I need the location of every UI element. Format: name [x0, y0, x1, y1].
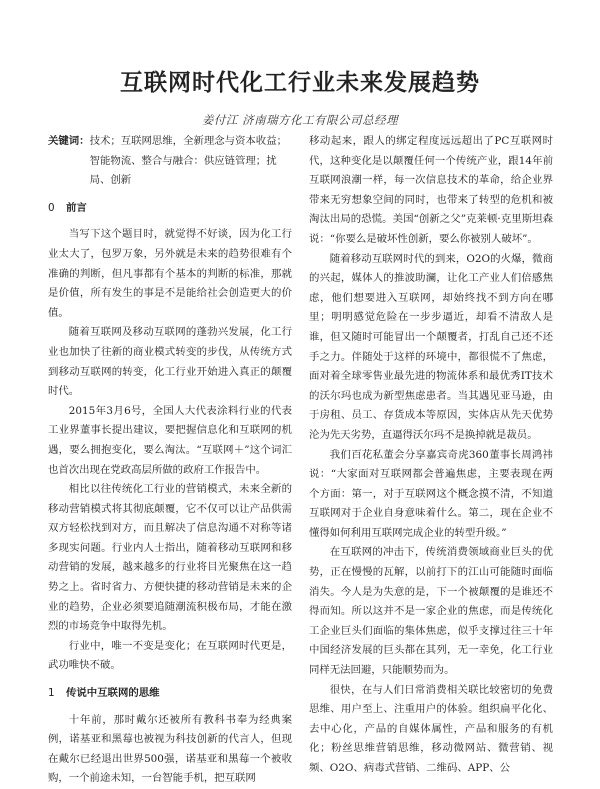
paragraph: 行业中，唯一不变是变化；在互联网时代更是，武功唯快不破。 — [48, 639, 292, 672]
section-title: 前言 — [66, 201, 87, 214]
paragraph: 2015年3月6号，全国人大代表涂料行业的代表工业界董事长提出建议，要把握信息化和互联网的机遇，要么拥抱变化，要么淘汰。“互联网＋”这个词汇也首次出现在党政高层所做的政府工作报告中。 — [48, 404, 292, 476]
section-number: 1 — [48, 687, 55, 700]
paragraph: 当写下这个题目时，就觉得不好谈，因为化工行业太大了，包罗万象，另外就是未来的趋势很难有个准确的判断，但凡事都有个基本的判断的标准，那就是价值，所有发生的事是不是能给社会创造更大的价值。 — [48, 228, 292, 319]
keywords-label: 关键词： — [48, 135, 90, 147]
paragraph: 相比以往传统化工行业的营销模式，未来全新的移动营销模式将其彻底颠覆，它不仅可以让产品供需双方轻松找到对方，而且解决了信息沟通不对称等诸多现实问题。行业内人士指出，随着移动互联网和移动营销的发展，越来越多的行业将目光聚焦在这一趋势之上。省时省力、方便快捷的移动营销是未来的企业的趋势，企业必须要追随潮流积极布局，才能在激烈的市场竞争中取得先机。 — [48, 483, 292, 633]
keywords — [48, 132, 292, 191]
section-heading-internet-thinking — [48, 684, 292, 704]
paragraph: 随着互联网及移动互联网的蓬勃兴发展，化工行业也加快了往新的商业模式转变的步伐，从传统方式到移动互联网的转变，化工行业开始进入真正的颠覆时代。 — [48, 326, 292, 398]
author-line: 姜付江 济南瑞方化工有限公司总经理 — [201, 113, 399, 127]
right-column — [309, 132, 553, 779]
paragraph: 我们百花私董会分享嘉宾奇虎360董事长周鸿祎说：“大家面对互联网都会普遍焦虑，主要表现在两个方面：第一，对于互联网这个概念摸不清，不知道互联网对于企业自身意味着什么。第二，现在企业不懂得如何利用互联网完成企业的转型升级。” — [309, 448, 553, 539]
left-column — [48, 132, 292, 789]
paragraph: 在互联网的冲击下，传统消费领域商业巨头的优势，正在慢慢的瓦解，以前打下的江山可能随时面临消失。今人是为失意的是，下一个被颠覆的是谁还不得而知。所以这并不是一家企业的焦虑，而是传统化工企业巨头们面临的集体焦虑，似乎支撑过往三十年中国经济发展的巨头都在其列，无一幸免，化工行业同样无法回避，只能顺势而为。 — [309, 546, 553, 677]
section-heading-intro — [48, 199, 292, 219]
paragraph: 随着移动互联网时代的到来，O2O的火爆，微商的兴起，媒体人的推波助澜，让化工产业人们倍感焦虑，他们想要进入互联网，却始终找不到方向在哪里；明明感觉危险在一步步逼近，却看不清敌人是谁，但又随时可能冒出一个颠覆者，打乱自己还不还手之力。伴随处于这样的环境中，都很慌不了焦虑，面对着全球零售业最先进的物流体系和最优秀IT技术的沃尔玛也成为新型焦虑患者。当其遇见亚马逊，由于房租、员工、存货成本等原因，实体店从先天优势沦为先天劣势，直逼得沃尔玛不是换掉就是裁员。 — [309, 252, 553, 441]
paragraph: 十年前，那时戴尔还被所有教科书奉为经典案例，诺基亚和黑莓也被视为科技创新的代言人，但现在戴尔已经退出世界500强，诺基亚和黑莓一个被收购，一个前途未知，一台智能手机，把互联网 — [48, 713, 292, 785]
article-title: 互联网时代化工行业未来发展趋势 — [120, 70, 480, 96]
paragraph-continued: 移动起来，跟人的绑定程度远远超出了PC互联网时代，这种变化是以颠覆任何一个传统产业，跟14年前互联网浪潮一样，每一次信息技术的革命，给企业界带来无穷想象空间的同时，也带来了转型的危机和被淘汰出局的恐慌。美国“创新之父”克莱顿·克里斯坦森说：“你要么是破坏性创新，要么你被别人破坏”。 — [309, 135, 553, 245]
section-number: 0 — [48, 201, 55, 214]
paragraph: 很快，在与人们日常消费相关联比较密切的免费思维、用户至上、注重用户的体验。组织扁平化化、去中心化，产品的自媒体属性，产品和服务的有机化；粉丝思维营销思维，移动微网站、微营销、视频、O2O、病毒式营销、二维码、APP、公 — [309, 683, 553, 774]
section-title: 传说中互联网的思维 — [66, 687, 160, 700]
keywords-text: 技术；互联网思维，全新理念与资本收益；智能物流、整合与融合：供应链管理；扰局、创新 — [89, 135, 287, 187]
